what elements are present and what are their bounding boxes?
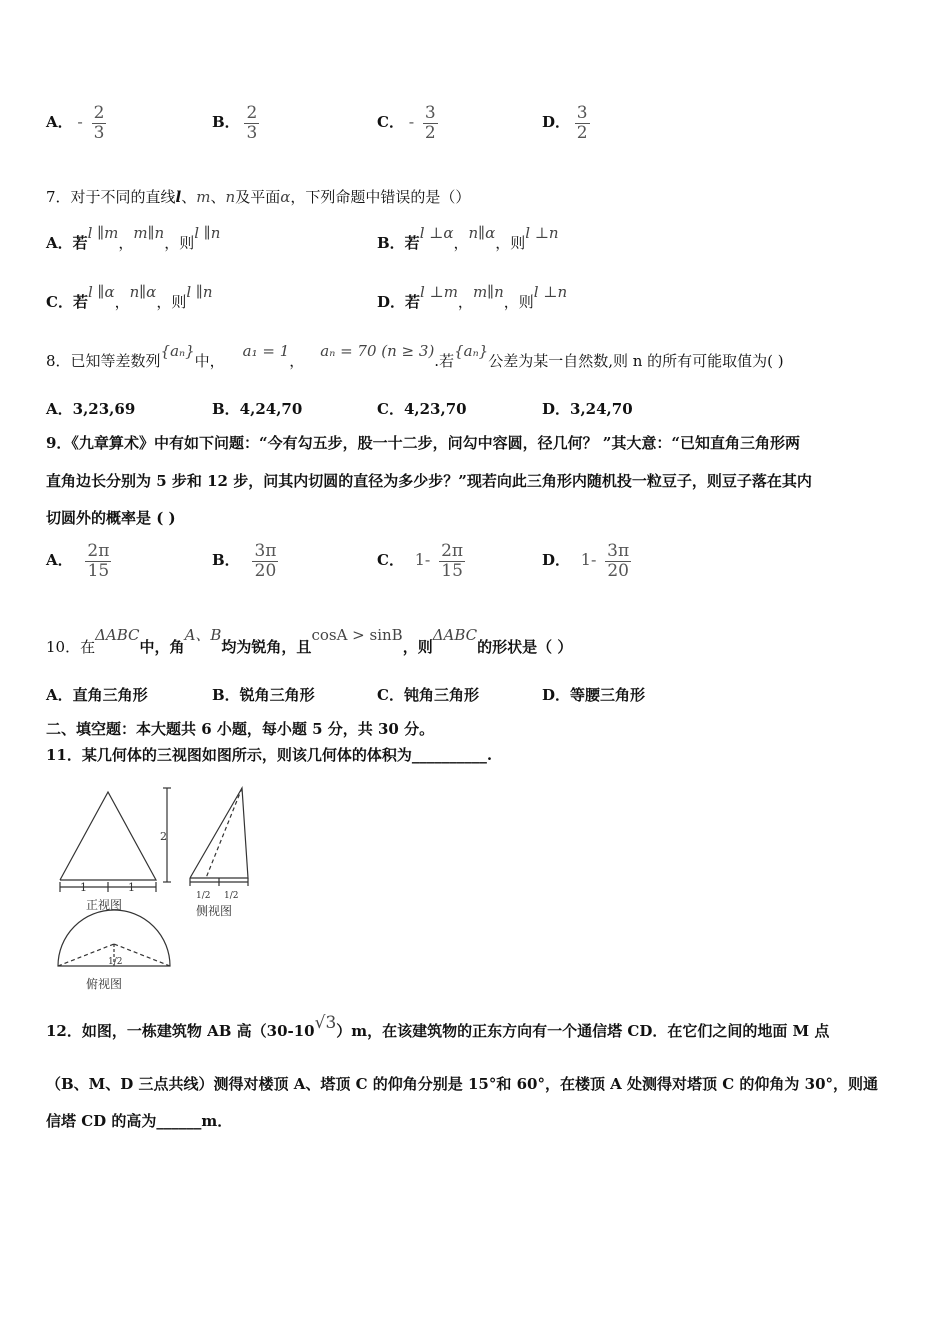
comma: ， bbox=[453, 234, 469, 252]
conclusion: l ∥n bbox=[194, 224, 221, 242]
one-minus: 1- bbox=[414, 550, 431, 570]
section-heading: 二、填空题：本大题共 6 小题，每小题 5 分，共 30 分。 bbox=[46, 720, 435, 738]
condition-2: m∥n bbox=[472, 283, 504, 301]
q7-mid: 及平面 bbox=[235, 188, 281, 206]
sqrt-3: √3 bbox=[314, 1013, 337, 1033]
q12-line-3: 信塔 CD 的高为______m． bbox=[46, 1112, 233, 1130]
triangle: ΔABC bbox=[95, 626, 140, 644]
q7-line-l: l bbox=[175, 188, 182, 206]
denominator: 15 bbox=[87, 560, 110, 581]
q8-part2: 中， bbox=[194, 352, 225, 370]
option-label: A． bbox=[46, 551, 73, 570]
q10-stem bbox=[46, 624, 573, 656]
q7-sep2: 、 bbox=[210, 188, 226, 206]
denominator: 20 bbox=[254, 560, 277, 581]
condition-1: l ∥m bbox=[87, 224, 119, 242]
q10-part1: 10．在 bbox=[46, 638, 96, 656]
then: ，则 bbox=[503, 293, 534, 311]
front-dim-1b: 1 bbox=[128, 881, 135, 894]
first-term: a₁ = 1 bbox=[242, 342, 290, 360]
option-label: D． bbox=[542, 551, 571, 570]
side-view-caption: 侧视图 bbox=[196, 904, 233, 918]
side-dim-half-a: 1/2 bbox=[196, 891, 211, 901]
q8-comma: ， bbox=[289, 352, 305, 370]
q7-line-n: n bbox=[225, 188, 236, 206]
q9-line-3: 切圆外的概率是 ( ) bbox=[46, 509, 176, 527]
q7-stem-prefix: 7．对于不同的直线 bbox=[46, 188, 176, 206]
sequence: {aₙ} bbox=[160, 342, 195, 360]
numerator: 3 bbox=[424, 103, 436, 123]
q9-option-a bbox=[46, 542, 111, 580]
front-dim-2: 2 bbox=[160, 830, 167, 843]
q10-part3: 均为锐角，且 bbox=[221, 638, 312, 656]
condition-2: n∥α bbox=[129, 283, 157, 301]
comma: ， bbox=[114, 293, 130, 311]
front-dim-1a: 1 bbox=[80, 881, 87, 894]
conclusion: l ⊥n bbox=[533, 283, 568, 301]
denominator: 2 bbox=[424, 122, 436, 143]
q12-part2: ）m，在该建筑物的正东方向有一个通信塔 CD．在它们之间的地面 M 点 bbox=[336, 1022, 830, 1040]
fraction bbox=[92, 104, 107, 142]
top-dim-half: 1/2 bbox=[108, 957, 123, 967]
q8-option-a: A．3,23,69 bbox=[46, 400, 136, 418]
q10-part2: 中，角 bbox=[139, 638, 185, 656]
front-view-caption: 正视图 bbox=[86, 898, 123, 912]
q9-option-d bbox=[542, 542, 631, 580]
q9-line-2: 直角边长分别为 5 步和 12 步，问其内切圆的直径为多少步？”现若向此三角形内随机投一粒豆子，则豆子落在其内 bbox=[46, 472, 812, 490]
then: ，则 bbox=[495, 234, 526, 252]
side-dim-half-b: 1/2 bbox=[224, 891, 239, 901]
one-minus: 1- bbox=[580, 550, 597, 570]
numerator: 2 bbox=[246, 103, 258, 123]
fraction bbox=[244, 104, 259, 142]
q8-option-b: B．4,24,70 bbox=[212, 400, 303, 418]
q9-line-1: 9．《九章算术》中有如下问题：“今有勾五步，股一十二步，问勾中容圆，径几何？ ”其大意：“已知直角三角形两 bbox=[46, 434, 801, 452]
numerator: 3π bbox=[607, 541, 630, 561]
option-label: C． bbox=[377, 113, 404, 132]
fraction bbox=[439, 542, 465, 580]
option-label: A．若 bbox=[46, 234, 88, 252]
minus-sign: - bbox=[77, 112, 83, 132]
q7-option-a bbox=[46, 222, 221, 252]
option-label: D． bbox=[542, 113, 571, 132]
q7-option-b bbox=[377, 222, 559, 252]
q11-stem: 11．某几何体的三视图如图所示，则该几何体的体积为__________. bbox=[46, 746, 493, 764]
condition-2: m∥n bbox=[133, 224, 165, 242]
fraction bbox=[252, 542, 278, 580]
q7-plane-alpha: α bbox=[280, 188, 291, 206]
q8-part3: .若 bbox=[434, 352, 455, 370]
top-view-caption: 俯视图 bbox=[86, 977, 123, 991]
q6-option-d bbox=[542, 104, 590, 142]
q7-option-d bbox=[377, 281, 568, 311]
q8-part4: 公差为某一自然数,则 n 的所有可能取值为( ) bbox=[488, 352, 784, 370]
minus-sign: - bbox=[408, 112, 415, 132]
nth-term: aₙ = 70 (n ≥ 3) bbox=[320, 342, 435, 360]
triangle: ΔABC bbox=[432, 626, 478, 644]
q10-part4: ，则 bbox=[402, 638, 433, 656]
comma: ， bbox=[118, 234, 134, 252]
numerator: 3π bbox=[254, 541, 277, 561]
q10-part5: 的形状是（ ） bbox=[477, 638, 573, 656]
q6-option-b bbox=[212, 104, 259, 142]
numerator: 2 bbox=[93, 103, 105, 123]
angles: A、B bbox=[184, 626, 222, 644]
fraction bbox=[423, 104, 438, 142]
option-label: B． bbox=[212, 113, 240, 132]
fraction bbox=[575, 104, 590, 142]
q7-option-c bbox=[46, 281, 213, 311]
condition-1: l ⊥α bbox=[419, 224, 454, 242]
q8-part1: 8．已知等差数列 bbox=[46, 352, 161, 370]
then: ，则 bbox=[164, 234, 195, 252]
condition-2: n∥α bbox=[468, 224, 496, 242]
q8-option-c: C．4,23,70 bbox=[377, 400, 467, 418]
front-view-triangle bbox=[60, 792, 156, 880]
q12-part1: 12．如图，一栋建筑物 AB 高（30-10 bbox=[46, 1022, 315, 1040]
q6-option-a bbox=[46, 104, 106, 142]
numerator: 3 bbox=[576, 103, 588, 123]
conclusion: l ⊥n bbox=[525, 224, 559, 242]
q8-option-d: D．3,24,70 bbox=[542, 400, 633, 418]
numerator: 2π bbox=[441, 541, 464, 561]
option-label: C．若 bbox=[46, 293, 88, 311]
q9-option-b bbox=[212, 542, 278, 580]
side-view-hidden-edge bbox=[206, 788, 242, 878]
condition: cosA > sinB bbox=[311, 626, 403, 644]
side-view-triangle bbox=[190, 788, 248, 878]
q10-option-b: B．锐角三角形 bbox=[212, 686, 315, 704]
q8-stem bbox=[46, 340, 784, 370]
three-view-figure bbox=[50, 774, 260, 996]
q7-stem bbox=[46, 186, 470, 207]
q12-line-2: （B、M、D 三点共线）测得对楼顶 A、塔顶 C 的仰角分别是 15°和 60°，在楼顶 A 处测得对塔顶 C 的仰角为 30°，则通 bbox=[46, 1075, 879, 1093]
denominator: 20 bbox=[607, 560, 629, 581]
sequence: {aₙ} bbox=[454, 342, 489, 360]
fraction bbox=[85, 542, 111, 580]
q10-option-d: D．等腰三角形 bbox=[542, 686, 646, 704]
q10-option-a: A．直角三角形 bbox=[46, 686, 148, 704]
then: ，则 bbox=[156, 293, 187, 311]
option-label: B．若 bbox=[377, 234, 420, 252]
option-label: B． bbox=[212, 551, 240, 570]
condition-1: l ∥α bbox=[87, 283, 115, 301]
q7-sep1: 、 bbox=[181, 188, 197, 206]
q7-stem-suffix: ，下列命题中错误的是（） bbox=[290, 188, 471, 206]
conclusion: l ∥n bbox=[186, 283, 213, 301]
q12-line-1 bbox=[46, 1012, 830, 1040]
denominator: 15 bbox=[441, 560, 463, 581]
fraction bbox=[605, 542, 631, 580]
numerator: 2π bbox=[87, 541, 110, 561]
comma: ， bbox=[457, 293, 473, 311]
condition-1: l ⊥m bbox=[420, 283, 458, 301]
q9-option-c bbox=[377, 542, 465, 580]
q10-option-c: C．钝角三角形 bbox=[377, 686, 479, 704]
option-label: C． bbox=[377, 551, 404, 570]
q7-line-m: m bbox=[196, 188, 211, 206]
q6-option-c bbox=[377, 104, 438, 142]
option-label: D．若 bbox=[377, 293, 421, 311]
option-label: A． bbox=[46, 113, 73, 132]
denominator: 3 bbox=[93, 122, 105, 143]
denominator: 3 bbox=[246, 122, 258, 143]
denominator: 2 bbox=[576, 122, 588, 143]
